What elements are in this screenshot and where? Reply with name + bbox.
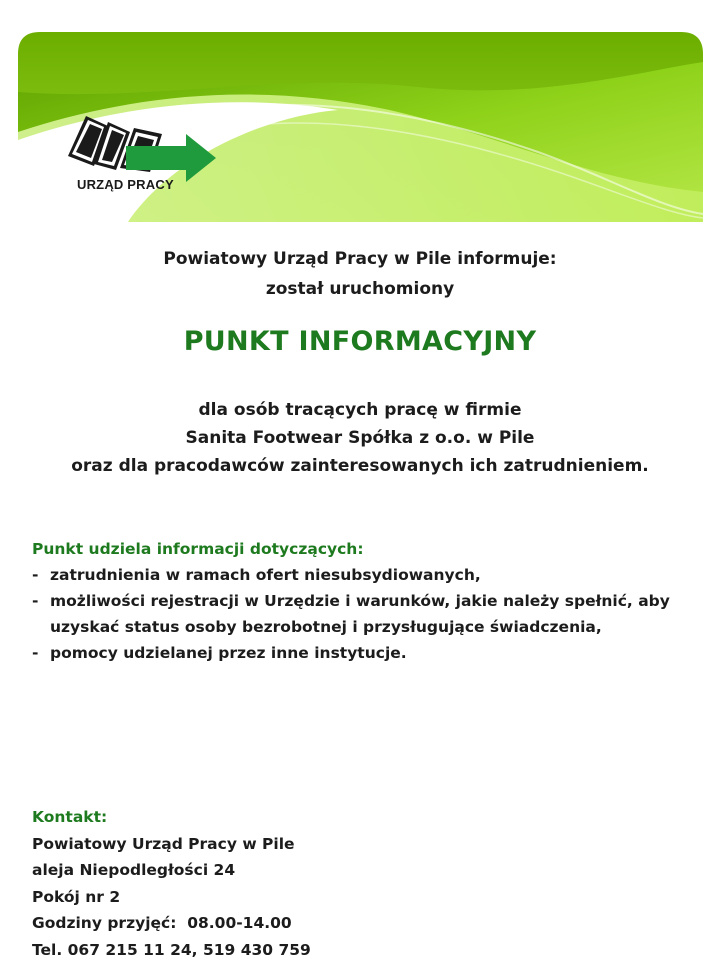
list-item-text: zatrudnienia w ramach ofert niesubsydiowanych, bbox=[50, 566, 481, 584]
intro-line-2: został uruchomiony bbox=[0, 274, 720, 304]
dash-bullet: - bbox=[32, 588, 38, 614]
dash-bullet: - bbox=[32, 562, 38, 588]
logo-text: URZĄD PRACY bbox=[77, 177, 174, 192]
list-item-text: możliwości rejestracji w Urzędzie i warunków, jakie należy spełnić, aby uzyskać status osoby bezrobotnej i przysługujące świadczenia, bbox=[50, 592, 670, 636]
dash-bullet: - bbox=[32, 640, 38, 666]
info-section bbox=[32, 536, 702, 666]
intro-text bbox=[0, 244, 720, 304]
contact-office-name: Powiatowy Urząd Pracy w Pile bbox=[32, 831, 692, 858]
list-item bbox=[32, 588, 702, 640]
target-line-2: Sanita Footwear Spółka z o.o. w Pile bbox=[0, 424, 720, 452]
contact-heading: Kontakt: bbox=[32, 804, 692, 831]
info-list bbox=[32, 562, 702, 666]
contact-address: aleja Niepodległości 24 bbox=[32, 857, 692, 884]
contact-hours: Godziny przyjęć: 08.00-14.00 bbox=[32, 910, 692, 937]
info-heading: Punkt udziela informacji dotyczących: bbox=[32, 536, 702, 562]
target-line-1: dla osób tracących pracę w firmie bbox=[0, 396, 720, 424]
target-line-3: oraz dla pracodawców zainteresowanych ich zatrudnieniem. bbox=[0, 452, 720, 480]
contact-room: Pokój nr 2 bbox=[32, 884, 692, 911]
contact-phone: Tel. 067 215 11 24, 519 430 759 bbox=[32, 937, 692, 963]
list-item bbox=[32, 562, 702, 588]
target-group-text bbox=[0, 396, 720, 480]
contact-section bbox=[32, 804, 692, 963]
list-item-text: pomocy udzielanej przez inne instytucje. bbox=[50, 644, 407, 662]
list-item bbox=[32, 640, 702, 666]
intro-line-1: Powiatowy Urząd Pracy w Pile informuje: bbox=[0, 244, 720, 274]
headline: PUNKT INFORMACYJNY bbox=[0, 324, 720, 360]
